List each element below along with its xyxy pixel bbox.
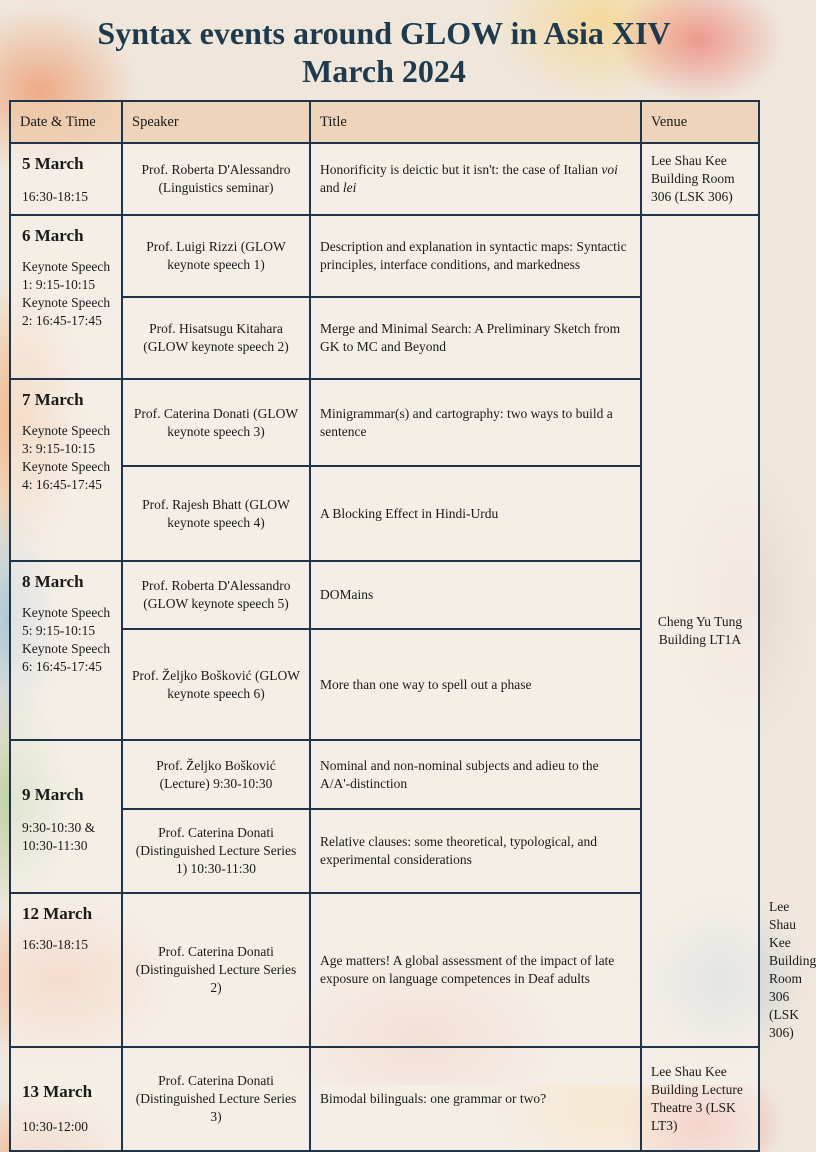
title-cell: Bimodal bilinguals: one grammar or two? — [310, 1047, 641, 1151]
column-header-venue: Venue — [641, 101, 759, 143]
title-cell: Merge and Minimal Search: A Preliminary Sketch from GK to MC and Beyond — [310, 297, 641, 379]
speaker-cell: Prof. Caterina Donati (Distinguished Lecture Series 2) — [122, 893, 310, 1047]
date-cell — [10, 740, 122, 893]
title-text: Honorificity is deictic but it isn't: the case of Italian — [320, 162, 602, 177]
date-cell — [10, 143, 122, 215]
venue-cell-shared: Cheng Yu Tung Building LT1A — [641, 215, 759, 1047]
event-time: 16:30-18:15 — [22, 189, 88, 204]
event-date: 5 March — [22, 154, 84, 173]
table-row — [10, 143, 759, 215]
speaker-cell: Prof. Roberta D'Alessandro (Linguistics seminar) — [122, 143, 310, 215]
title-cell: Nominal and non-nominal subjects and adieu to the A/A'-distinction — [310, 740, 641, 809]
table-row — [10, 215, 759, 297]
speaker-cell: Prof. Hisatsugu Kitahara (GLOW keynote speech 2) — [122, 297, 310, 379]
date-cell — [10, 561, 122, 740]
title-cell: A Blocking Effect in Hindi-Urdu — [310, 466, 641, 561]
speaker-cell: Prof. Željko Bošković (Lecture) 9:30-10:30 — [122, 740, 310, 809]
column-header-date-time: Date & Time — [10, 101, 122, 143]
title-italic-lei: lei — [342, 180, 357, 195]
title-line-1: Syntax events around GLOW in Asia XIV — [97, 15, 671, 51]
title-italic-voi: voi — [601, 162, 618, 177]
title-line-2: March 2024 — [302, 53, 466, 89]
title-cell: Age matters! A global assessment of the impact of late exposure on language competences in Deaf adults — [310, 893, 641, 1047]
title-cell — [310, 143, 641, 215]
event-time: 10:30-12:00 — [22, 1119, 88, 1134]
event-date: 7 March — [22, 390, 84, 409]
event-time: Keynote Speech 5: 9:15-10:15 Keynote Speech 6: 16:45-17:45 — [22, 605, 111, 674]
title-cell: Description and explanation in syntactic maps: Syntactic principles, interface conditions, and markedness — [310, 215, 641, 297]
table-row: 12 March 16:30-18:15 Prof. Caterina Donati (Distinguished Lecture Series 2) Age matters! A global assessment of the impact of late exposure on language competences in Deaf adults Lee Shau Kee Building Room 306 (LSK 306) — [10, 893, 759, 1047]
column-header-speaker: Speaker — [122, 101, 310, 143]
event-time: 9:30-10:30 & 10:30-11:30 — [22, 819, 96, 853]
speaker-cell: Prof. Rajesh Bhatt (GLOW keynote speech 4) — [122, 466, 310, 561]
title-cell: More than one way to spell out a phase — [310, 629, 641, 740]
title-cell: Relative clauses: some theoretical, typological, and experimental considerations — [310, 809, 641, 893]
event-date: 8 March — [22, 572, 84, 591]
speaker-cell: Prof. Luigi Rizzi (GLOW keynote speech 1) — [122, 215, 310, 297]
title-cell: Minigrammar(s) and cartography: two ways to build a sentence — [310, 379, 641, 466]
event-time: Keynote Speech 1: 9:15-10:15 Keynote Speech 2: 16:45-17:45 — [22, 259, 111, 328]
speaker-cell: Prof. Caterina Donati (Distinguished Lecture Series 1) 10:30-11:30 — [122, 809, 310, 893]
title-text-and: and — [320, 180, 343, 195]
speaker-cell: Prof. Caterina Donati (Distinguished Lecture Series 3) — [122, 1047, 310, 1151]
event-time: 16:30-18:15 — [22, 937, 88, 952]
speaker-cell: Prof. Caterina Donati (GLOW keynote speech 3) — [122, 379, 310, 466]
poster-title — [0, 14, 768, 90]
venue-cell: Lee Shau Kee Building Lecture Theatre 3 (LSK LT3) — [641, 1047, 759, 1151]
event-date: 13 March — [22, 1082, 93, 1101]
venue-cell: Lee Shau Kee Building Room 306 (LSK 306) — [641, 143, 759, 215]
table-header-row — [10, 101, 759, 143]
event-date: 9 March — [22, 784, 84, 804]
speaker-cell: Prof. Željko Bošković (GLOW keynote speech 6) — [122, 629, 310, 740]
date-cell — [10, 215, 122, 379]
title-cell: DOMains — [310, 561, 641, 629]
schedule-table — [9, 100, 816, 1152]
table-row — [10, 1047, 759, 1151]
speaker-cell: Prof. Roberta D'Alessandro (GLOW keynote speech 5) — [122, 561, 310, 629]
event-date: 6 March — [22, 226, 84, 245]
event-time: Keynote Speech 3: 9:15-10:15 Keynote Speech 4: 16:45-17:45 — [22, 423, 111, 492]
column-header-title: Title — [310, 101, 641, 143]
date-cell — [10, 893, 122, 1047]
date-cell — [10, 379, 122, 561]
date-cell — [10, 1047, 122, 1151]
event-date: 12 March — [22, 904, 93, 923]
